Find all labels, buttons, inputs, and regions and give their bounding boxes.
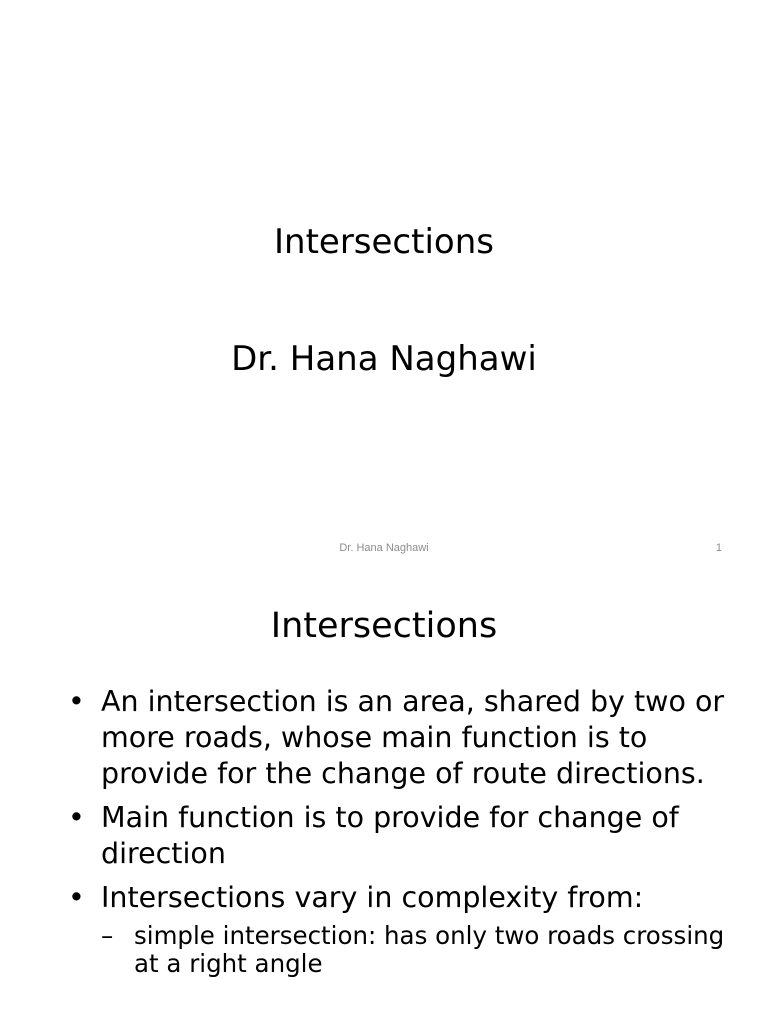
slide-2	[0, 576, 768, 1024]
bullet-item	[66, 880, 746, 978]
slide-title: Intersections	[270, 606, 498, 646]
bullet-text: Intersections vary in complexity from:	[101, 881, 644, 914]
slide-subtitle-author: Dr. Hana Naghawi	[231, 339, 537, 379]
bullet-text: Main function is to provide for change of direction	[101, 801, 679, 870]
sub-bullet-text: simple intersection: has only two roads crossing at a right angle	[134, 921, 725, 978]
bullet-marker: •	[68, 685, 85, 718]
bullet-text: An intersection is an area, shared by two or more roads, whose main function is to provide for the change of route directions.	[101, 685, 725, 790]
sub-bullet-item	[101, 922, 746, 978]
slide-footer: Dr. Hana Naghawi	[339, 542, 429, 554]
bullet-item	[66, 800, 746, 872]
slide-title: Intersections	[274, 222, 494, 262]
bullet-marker: •	[68, 881, 85, 914]
sub-bullet-list	[101, 922, 746, 978]
bullet-marker: •	[68, 801, 85, 834]
bullet-item	[66, 684, 746, 792]
slide-page-number: 1	[715, 542, 722, 554]
dash-marker: –	[101, 921, 114, 950]
bullet-list	[66, 684, 746, 986]
